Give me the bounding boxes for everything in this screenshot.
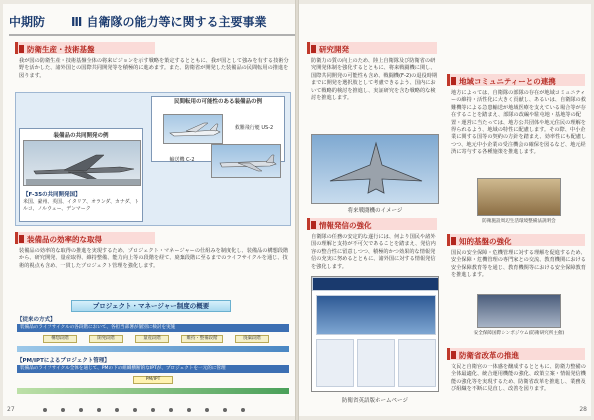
old-lifecycle-arrow: [17, 346, 289, 352]
section-acquisition-title: 装備品の効率的な取得: [19, 234, 102, 245]
joint-dev-title: 装備品の共同開発の例: [53, 133, 109, 139]
right-page: [299, 4, 591, 416]
pm-ribbon: プロジェクト・マネージャー制度の概要: [71, 300, 231, 312]
phase-chip-3: 量産段階: [135, 335, 169, 343]
phase-chip-4: 維持・整備段階: [181, 335, 223, 343]
community-meeting-photo: [477, 178, 561, 216]
future-fighter-caption: 将来戦闘機のイメージ: [347, 208, 403, 214]
section-acquisition-body: 装備品の効率的な取得の推進を実現するため、プロジェクト・マネージャーの仕組みを制度化し、装備品の構想段階から、研究開発、量産取得、維持整備、能力向上等の段階を経て、廃棄段階に至るまでのライフサイクルを通じ、技術的視点も含め、一貫したプロジェクト管理を強化します。: [19, 248, 289, 269]
website-hero: [316, 295, 436, 335]
website-column-1: [316, 339, 354, 387]
lifecycle-markers: [43, 397, 283, 403]
c2-photo: [211, 144, 281, 178]
us2-caption: 救難飛行艇 US-2: [234, 125, 274, 131]
phase-chip-2: 開発段階: [89, 335, 123, 343]
new-lifecycle-arrow: [17, 388, 289, 394]
section-production-title: 防衛生産・技術基盤: [19, 44, 95, 55]
f35-countries: 米国、豪州、英国、イタリア、オランダ、カナダ、トルコ、ノルウェー、デンマーク: [23, 199, 139, 213]
section-info-body: 自衛隊の任務の安定的な遂行には、何より国民や諸外国の理解と支持が不可欠であることを踏まえ、発信内容の整合性に留意しつつ、積極的かつ効果的な情報発信の充実に努めるとともに、諸外国に対する情報発信を強化します。: [311, 234, 436, 270]
civil-use-title: 民間転用の可能性のある装備品の例: [173, 99, 262, 105]
website-column-2: [357, 339, 395, 387]
english-website-screenshot: [311, 276, 439, 392]
pm-iPT-tag: PM/IPT: [133, 376, 173, 384]
section-community-body: 地方によっては、自衛隊の部隊の存在が地域コミュニティーの維持・活性化に大きく貢献し、あるいは、自衛隊の救難機等による急患輸送が地域医療を支えている場合等が存在することを踏まえ、部隊の改編や駐屯地・基地等の配置・運営に当たっては、地方公共団体や地元住民の理解を得られるよう、地域の特性に配慮します。その際、中小企業に関する国等の契約の方針を踏まえ、効率性にも配慮しつつ、地元中小企業の受注機会の確保を図るなど、地元経済に寄与する各種施策を推進します。: [451, 90, 587, 156]
phase-chip-1: 構想段階: [43, 335, 77, 343]
symposium-caption: 安全保障国際シンポジウム(防衛研究所主催): [473, 331, 565, 336]
stealth-fighter-icon: [312, 135, 439, 204]
symposium-photo: [477, 294, 561, 328]
section-production-body: 我が国の防衛生産・技術基盤全体の将来ビジョンを示す戦略を策定するとともに、我が国として強みを有する技術分野を活かした、諸外国との国際共同開発等を積極的に進めます。また、防衛省が開発した装備品の民間転用の推進を図ります。: [19, 58, 289, 79]
transport-plane-icon: [212, 145, 281, 178]
header-term: 中期防: [9, 15, 46, 29]
section-reform-body: 文民と自衛官の一体感を醸成するとともに、防衛力整備の全体最適化、統合運用機能の強化、政策立案・情報発信機能の強化等を実現するため、防衛省改革を推進し、業務及び組織を不断に見直し、改善を図ります。: [451, 364, 586, 393]
fighter-jet-icon: [24, 141, 141, 186]
old-method-label: 【従来の方式】: [17, 317, 56, 323]
phase-chip-5: 廃棄段階: [235, 335, 269, 343]
f35-photo: [23, 140, 141, 186]
section-community-title: 地域コミュニティーとの連携: [451, 76, 556, 87]
website-banner: [312, 277, 439, 291]
c2-caption: 輸送機 C-2: [169, 157, 195, 163]
new-method-line: 装備品のライフサイクル全体を通じて、PMの下の組織横断的なIPTが、プロジェクトを一元的に管理: [17, 365, 289, 373]
flying-boat-icon: [164, 115, 223, 144]
section-research-title: 研究開発: [311, 44, 349, 55]
page-header: [9, 10, 295, 36]
website-column-3: [398, 339, 436, 387]
section-knowledge-body: 国民の安全保障・危機管理に対する理解を促進するため、安全保障・危機管理の専門家との交流、教育機関における安全保障教育等を通じ、教育機関等における安全保障教育を推進します。: [451, 250, 586, 279]
website-caption: 防衛省英語版ホームページ: [342, 398, 408, 404]
section-info-title: 情報発信の強化: [311, 220, 372, 231]
right-page-number: 28: [579, 406, 587, 413]
header-title: Ⅲ 自衛隊の能力等に関する主要事業: [71, 15, 267, 29]
us2-photo: [163, 114, 223, 144]
old-method-line: 装備品のライフサイクルの各段階において、各担当部署が個別に検討を実施: [17, 324, 289, 332]
section-knowledge-title: 知的基盤の強化: [451, 236, 512, 247]
future-fighter-image: [311, 134, 439, 204]
left-page-number: 27: [7, 406, 15, 413]
f35-label: 【F-35の共同開発国】: [23, 192, 81, 198]
section-research-body: 防衛力の質の向上のため、陸上自衛隊及び防衛省の研究開発体制を強化するとともに、将来戦闘機に関し、国際共同開発の可能性も含め、戦闘機(F-2)の退役時期までに開発を選択肢として考慮できるよう、国内において戦略的検討を推進し、実証研究を含む戦略的な検討を推進します。: [311, 58, 438, 102]
new-method-label: 【PM/IPTによるプロジェクト管理】: [17, 358, 110, 364]
section-reform-title: 防衛省改革の推進: [451, 350, 519, 361]
left-page: [3, 4, 295, 416]
community-caption: 防衛施設周辺生活環境整備法説明会: [482, 219, 556, 224]
